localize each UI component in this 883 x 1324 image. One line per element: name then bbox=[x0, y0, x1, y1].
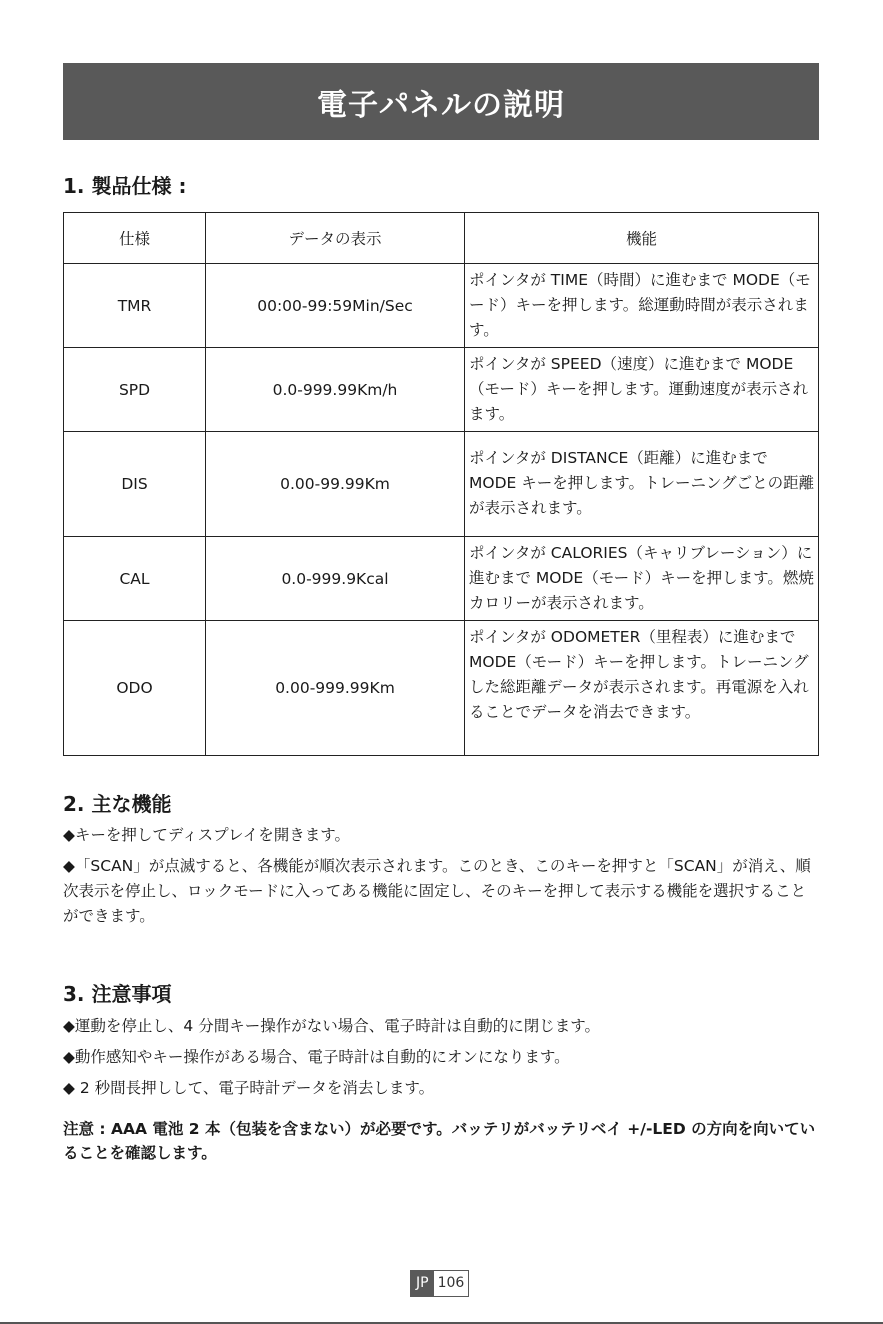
section-heading-precautions: 3. 注意事項 bbox=[63, 982, 172, 1006]
table-row bbox=[64, 264, 819, 348]
language-label: JP bbox=[411, 1271, 434, 1296]
display-cell: 00:00-99:59Min/Sec bbox=[206, 264, 465, 348]
spec-table bbox=[63, 212, 819, 756]
function-cell: ポインタが CALORIES（キャリブレーション）に進むまで MODE（モード）キーを押します。燃焼カロリーが表示されます。 bbox=[465, 537, 819, 621]
spec-cell: ODO bbox=[64, 621, 206, 756]
page-number-badge bbox=[410, 1270, 469, 1297]
spec-cell: SPD bbox=[64, 348, 206, 432]
spec-cell: TMR bbox=[64, 264, 206, 348]
page-number: 106 bbox=[434, 1271, 469, 1296]
list-item: ◆動作感知やキー操作がある場合、電子時計は自動的にオンになります。 bbox=[63, 1048, 570, 1066]
spec-cell: CAL bbox=[64, 537, 206, 621]
column-header-spec: 仕様 bbox=[64, 213, 206, 264]
display-cell: 0.0-999.9Kcal bbox=[206, 537, 465, 621]
table-row bbox=[64, 348, 819, 432]
display-cell: 0.00-999.99Km bbox=[206, 621, 465, 756]
function-cell: ポインタが DISTANCE（距離）に進むまで MODE キーを押します。トレーニングごとの距離が表示されます。 bbox=[465, 432, 819, 537]
section-heading-main-functions: 2. 主な機能 bbox=[63, 792, 172, 816]
table-header-row bbox=[64, 213, 819, 264]
column-header-function: 機能 bbox=[465, 213, 819, 264]
function-cell: ポインタが SPEED（速度）に進むまで MODE（モード）キーを押します。運動速度が表示されます。 bbox=[465, 348, 819, 432]
table-row bbox=[64, 621, 819, 756]
main-functions-list bbox=[63, 823, 819, 935]
table-row bbox=[64, 537, 819, 621]
list-item: ◆ 2 秒間長押しして、電子時計データを消去します。 bbox=[63, 1079, 435, 1097]
display-cell: 0.0-999.99Km/h bbox=[206, 348, 465, 432]
title-banner bbox=[63, 63, 819, 140]
table-row bbox=[64, 432, 819, 537]
section-heading-specs: 1. 製品仕様 : bbox=[63, 174, 187, 198]
list-item: ◆キーを押してディスプレイを開きます。 bbox=[63, 826, 351, 844]
list-item: ◆運動を停止し、4 分間キー操作がない場合、電子時計は自動的に閉じます。 bbox=[63, 1017, 600, 1035]
precautions-list bbox=[63, 1014, 819, 1107]
function-cell: ポインタが ODOMETER（里程表）に進むまで MODE（モード）キーを押します。トレーニングした総距離データが表示されます。再電源を入れることでデータを消去できます。 bbox=[465, 621, 819, 756]
battery-note: 注意 : AAA 電池 2 本（包装を含まない）が必要です。バッテリがバッテリベイ +/-LED の方向を向いていることを確認します。 bbox=[63, 1120, 816, 1162]
list-item: ◆「SCAN」が点滅すると、各機能が順次表示されます。このとき、このキーを押すと「SCAN」が消え、順次表示を停止し、ロックモードに入ってある機能に固定し、そのキーを押して表示する機能を選択することができます。 bbox=[63, 857, 811, 925]
spec-cell: DIS bbox=[64, 432, 206, 537]
function-cell: ポインタが TIME（時間）に進むまで MODE（モード）キーを押します。総運動時間が表示されます。 bbox=[465, 264, 819, 348]
column-header-display: データの表示 bbox=[206, 213, 465, 264]
display-cell: 0.00-99.99Km bbox=[206, 432, 465, 537]
page-title: 電子パネルの説明 bbox=[317, 87, 565, 123]
